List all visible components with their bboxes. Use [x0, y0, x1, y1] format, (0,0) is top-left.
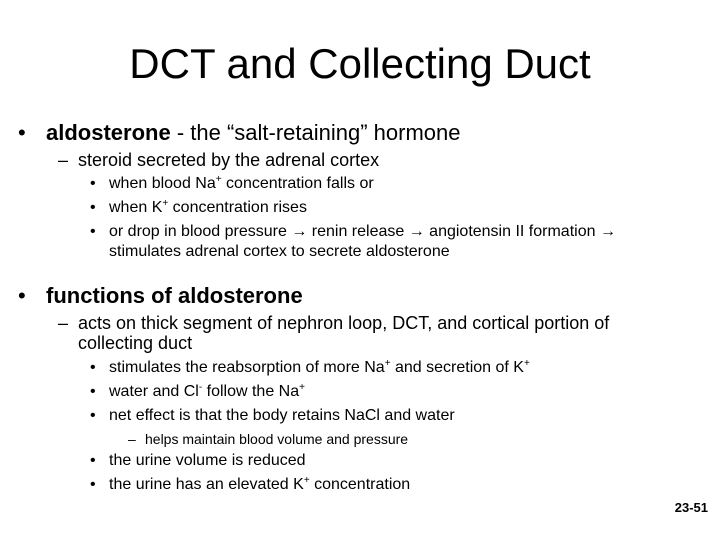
sub-list-item: helps maintain blood volume and pressure — [145, 431, 409, 447]
dash-glyph: – — [58, 150, 69, 170]
list-item — [109, 359, 530, 377]
dash-glyph: – — [128, 431, 136, 447]
arrow-icon: → — [599, 223, 616, 240]
slide-number: 23-51 — [674, 500, 708, 515]
list-item-continuation: stimulates adrenal cortex to secrete aldosterone — [109, 243, 450, 260]
list-item-text: concentration rises — [168, 199, 307, 216]
dash-glyph: – — [58, 313, 69, 333]
bullet-glyph: • — [18, 283, 26, 308]
arrow-icon: → — [408, 223, 425, 240]
superscript: + — [215, 174, 222, 185]
list-item — [109, 175, 374, 193]
arrow-icon: → — [291, 223, 308, 240]
section1-heading — [46, 120, 461, 146]
bullet-glyph: • — [90, 199, 96, 216]
bullet-glyph: • — [90, 452, 96, 469]
list-item-text: stimulates the reabsorption of more Na — [109, 359, 385, 376]
superscript: + — [384, 358, 391, 369]
bullet-glyph: • — [90, 476, 96, 493]
list-item-text: follow the Na — [202, 383, 300, 400]
list-item-text: or drop in blood pressure — [109, 223, 292, 240]
list-item-text: concentration — [309, 476, 411, 493]
list-item — [109, 199, 307, 217]
list-item-text: when blood Na — [109, 175, 216, 192]
list-item — [109, 476, 410, 494]
bullet-glyph: • — [90, 359, 96, 376]
list-item-text: the urine has an elevated K — [109, 476, 304, 493]
list-item-text: renin release — [307, 223, 409, 240]
bullet-glyph: • — [90, 407, 96, 424]
list-item — [109, 383, 305, 401]
superscript: + — [299, 382, 305, 393]
list-item: net effect is that the body retains NaCl and water — [109, 407, 455, 424]
section1-heading-rest: - the “salt-retaining” hormone — [170, 120, 461, 145]
section2-heading — [46, 283, 303, 309]
bullet-glyph: • — [18, 120, 26, 145]
list-item-text: angiotensin II formation — [424, 223, 600, 240]
superscript: + — [162, 198, 169, 209]
superscript: + — [303, 475, 310, 486]
section2-sub-continuation: collecting duct — [78, 333, 193, 353]
superscript: - — [198, 382, 203, 393]
section2-sub: acts on thick segment of nephron loop, DCT, and cortical portion of — [78, 313, 610, 333]
superscript: + — [523, 358, 530, 369]
section1-sub: steroid secreted by the adrenal cortex — [78, 150, 380, 170]
bullet-glyph: • — [90, 383, 96, 400]
list-item-text: water and Cl — [109, 383, 199, 400]
list-item-text: and secretion of K — [390, 359, 524, 376]
list-item: the urine volume is reduced — [109, 452, 306, 469]
bullet-glyph: • — [90, 223, 96, 240]
list-item-text: when K — [109, 199, 163, 216]
section2-heading-bold: functions of aldosterone — [46, 283, 303, 308]
list-item-text: concentration falls or — [221, 175, 374, 192]
bullet-glyph: • — [90, 175, 96, 192]
slide-title: DCT and Collecting Duct — [129, 40, 591, 87]
section1-heading-bold: aldosterone — [46, 120, 171, 145]
list-item — [109, 223, 616, 241]
